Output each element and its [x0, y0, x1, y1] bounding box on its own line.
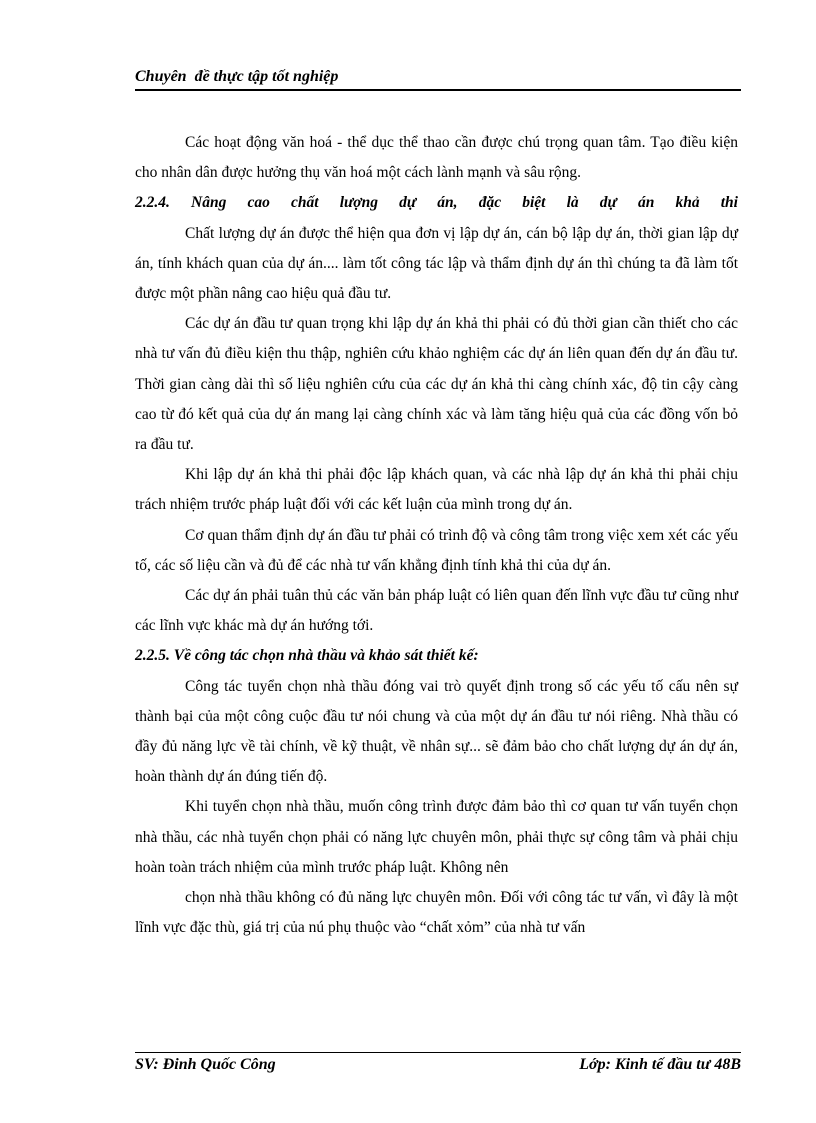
paragraph: Cơ quan thẩm định dự án đầu tư phải có trình độ và công tâm trong việc xem xét các yếu tố, các số liệu cần và đủ để các nhà tư vấn khẳng định tính khả thi của dự án.	[135, 526, 738, 574]
page-header	[135, 68, 741, 91]
paragraph: Chất lượng dự án được thể hiện qua đơn vị lập dự án, cán bộ lập dự án, thời gian lập dự án, tính khách quan của dự án.... làm tốt công tác lập và thẩm định dự án thì chúng ta đã làm tốt được một phần nâng cao hiệu quả đầu tư.	[135, 224, 738, 303]
paragraph: Công tác tuyển chọn nhà thầu đóng vai trò quyết định trong số các yếu tố cấu nên sự thành bại của một công cuộc đầu tư nói chung và của một dự án đầu tư nói riêng. Nhà thầu có đầy đủ năng lực về tài chính, về kỹ thuật, về nhân sự... sẽ đảm bảo cho chất lượng dự án dự án, hoàn thành dự án đúng tiến độ.	[135, 677, 738, 786]
header-title: Chuyên đề thực tập tốt nghiệp	[135, 68, 339, 85]
section-heading-2-2-5: 2.2.5. Về công tác chọn nhà thầu và khảo sát thiết kế:	[135, 647, 479, 665]
section-heading-2-2-4: 2.2.4. Nâng cao chất lượng dự án, đặc biệt là dự án khả thi	[135, 194, 738, 212]
paragraph: Các dự án phải tuân thủ các văn bản pháp luật có liên quan đến lĩnh vực đầu tư cũng như các lĩnh vực khác mà dự án hướng tới.	[135, 587, 738, 635]
paragraph: Các hoạt động văn hoá - thể dục thể thao cần được chú trọng quan tâm. Tạo điều kiện cho nhân dân được hưởng thụ văn hoá một cách lành mạnh và sâu rộng.	[135, 134, 738, 182]
footer-student: SV: Đinh Quốc Công	[135, 1056, 276, 1073]
page-footer	[135, 1052, 741, 1074]
paragraph: Các dự án đầu tư quan trọng khi lập dự án khả thi phải có đủ thời gian cần thiết cho các nhà tư vấn đủ điều kiện thu thập, nghiên cứu khảo nghiệm các dự án liên quan đến dự án đầu tư. Thời gian càng dài thì số liệu nghiên cứu của các dự án khả thi càng chính xác, độ tin cậy càng cao từ đó kết quả của dự án mang lại càng chính xác và làm tăng hiệu quả của các đồng vốn bỏ ra đầu tư.	[135, 315, 738, 454]
paragraph: Khi tuyển chọn nhà thầu, muốn công trình được đảm bảo thì cơ quan tư vấn tuyển chọn nhà thầu, các nhà tuyển chọn phải có năng lực chuyên môn, phải thực sự công tâm và phải chịu hoàn toàn trách nhiệm của mình trước pháp luật. Không nên	[135, 798, 738, 876]
document-body	[135, 128, 738, 943]
paragraph: chọn nhà thầu không có đủ năng lực chuyên môn. Đối với công tác tư vấn, vì đây là một lĩnh vực đặc thù, giá trị của nú phụ thuộc vào “chất xỏm” của nhà tư vấn	[135, 889, 738, 937]
footer-class: Lớp: Kinh tế đầu tư 48B	[579, 1056, 741, 1073]
paragraph: Khi lập dự án khả thi phải độc lập khách quan, và các nhà lập dự án khả thi phải chịu trách nhiệm trước pháp luật đối với các kết luận của mình trong dự án.	[135, 466, 738, 514]
